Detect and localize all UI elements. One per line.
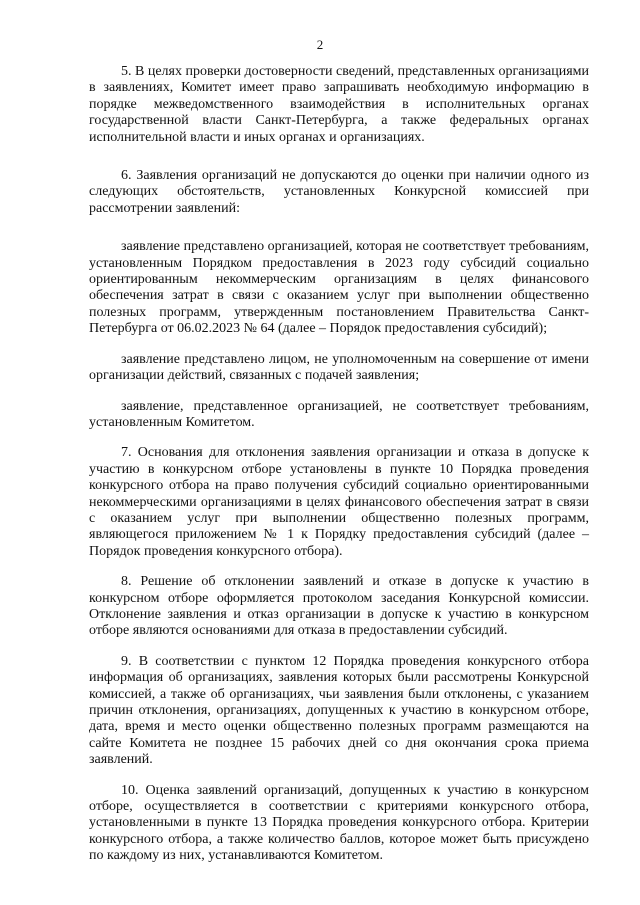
list-item-noncompliant-organization: заявление представлено организацией, которая не соответствует требованиям, установленным Порядком предоставления в 2023 году субсидий социально ориентированным некоммерческим организациям в целях финансового обеспечения затрат в связи с оказанием услуг при выполнении общественно полезных программ, утвержденным постановлением Правительства Санкт-Петербурга от 06.02.2023 № 64 (далее – Порядок предоставления субсидий); — [89, 239, 589, 337]
page-number: 2 — [316, 37, 324, 52]
paragraph-10-evaluation: 10. Оценка заявлений организаций, допущенных к участию в конкурсном отборе, осуществляется в соответствии с критериями конкурсного отбора, установленными в пункте 13 Порядка проведения конкурсного отбора. Критерии конкурсного отбора, а также количество баллов, которое может быть присуждено по каждому из них, устанавливаются Комитетом. — [89, 782, 589, 864]
paragraph-8-rejection-decision: 8. Решение об отклонении заявлений и отказе в допуске к участию в конкурсном отборе оформляется протоколом заседания Конкурсной комиссии. Отклонение заявления и отказ организации в допуске к участию в конкурсном отборе являются основаниями для отказа в предоставлении субсидий. — [89, 574, 589, 639]
list-item-noncompliant-application: заявление, представленное организацией, не соответствует требованиям, установленным Комитетом. — [89, 398, 589, 430]
list-item-unauthorized-person: заявление представлено лицом, не уполномоченным на совершение от имени организации действий, связанных с подачей заявления; — [89, 351, 589, 384]
paragraph-5-verification: 5. В целях проверки достоверности сведений, представленных организациями в заявлениях, Комитет имеет право запрашивать необходимую информацию в порядке межведомственного взаимодействия в исполнительных органах государственной власти Санкт-Петербурга, а также федеральных органах исполнительной власти и иных органах и организациях. — [89, 64, 589, 145]
paragraph-9-publication: 9. В соответствии с пунктом 12 Порядка проведения конкурсного отбора информация об организациях, заявления которых были рассмотрены Конкурсной комиссией, а также об организациях, чьи заявления были отклонены, с указанием причин отклонения, организациях, допущенных к участию в конкурсном отборе, дата, время и место оценки общественно полезных программ размещаются на сайте Комитета не позднее 15 рабочих дней со дня окончания срока приема заявлений. — [89, 653, 589, 768]
paragraph-6-admission-grounds: 6. Заявления организаций не допускаются до оценки при наличии одного из следующих обстоятельств, установленных Конкурсной комиссией при рассмотрении заявлений: — [89, 168, 589, 216]
document-body — [89, 64, 589, 865]
paragraph-7-rejection-grounds: 7. Основания для отклонения заявления организации и отказа в допуске к участию в конкурсном отборе установлены в пункте 10 Порядка проведения конкурсного отбора на право получения субсидий социально ориентированными некоммерческими организациями в целях финансового обеспечения затрат в связи с оказанием услуг при выполнении общественно полезных программ, являющегося приложением № 1 к Порядку предоставления субсидий (далее – Порядок проведения конкурсного отбора). — [89, 445, 589, 559]
